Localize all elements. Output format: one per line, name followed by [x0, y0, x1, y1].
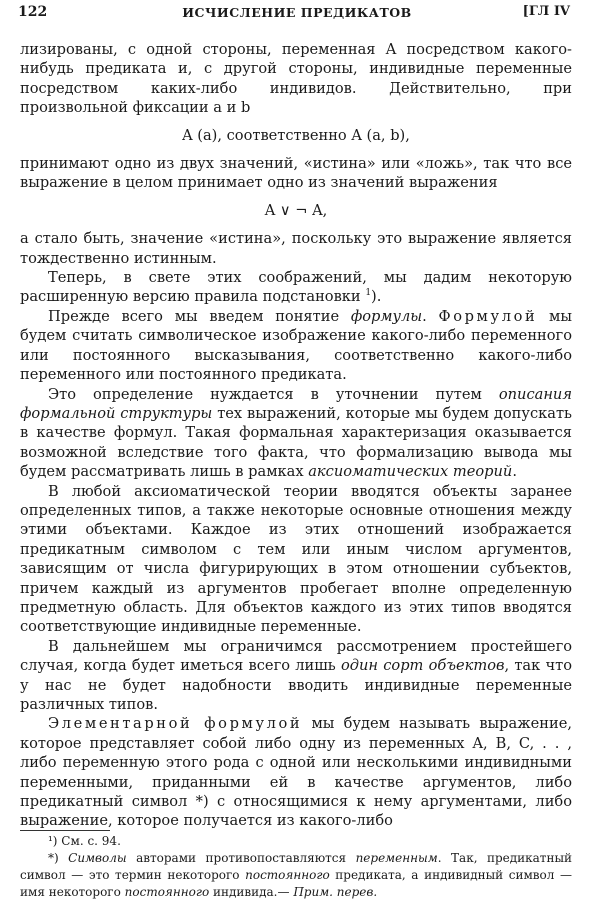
- formula-1: A (a), соответственно A (a, b),: [182, 126, 410, 144]
- footnote-2: [20, 850, 572, 901]
- page-number: 122: [18, 4, 48, 20]
- paragraph-3: а стало быть, значение «истина», поскольку это выражение является тождественно истинным.: [20, 230, 572, 267]
- paragraph-9: [20, 714, 572, 830]
- paragraph-4-end: ).: [371, 288, 382, 306]
- term-elementary-formula: Элементарной формулой: [48, 715, 303, 733]
- paragraph-4-text: Теперь, в свете этих соображений, мы дадим некоторую расширенную версию правила подстановки: [20, 269, 572, 306]
- footnote-2-em-4: постоянного: [124, 885, 210, 899]
- running-title: ИСЧИСЛЕНИЕ ПРЕДИКАТОВ: [182, 5, 412, 20]
- footnote-2-text-d: предиката, а индивидный символ — имя некоторого: [20, 868, 573, 899]
- formula-2: A ∨ ¬ A,: [264, 201, 328, 219]
- paragraph-8: [20, 637, 572, 715]
- footnotes: [20, 830, 572, 901]
- term-formula-italic: формулы: [350, 307, 423, 325]
- paragraph-8-text-b: , так что у нас не будет надобности вводить индивидные переменные различных типов.: [20, 657, 572, 713]
- term-formal-structure: описания формальной структуры: [20, 385, 572, 422]
- term-formula-spaced: Формулой: [438, 307, 538, 325]
- paragraph-1: лизированы, с одной стороны, переменная A посредством какого-нибудь предиката и, с другой стороны, индивидные переменные посредством каких-либо индивидов. Действительно, при произвольной фиксации a и b: [20, 41, 572, 117]
- paragraph-5-text-b: .: [422, 307, 439, 325]
- page-header: [18, 4, 576, 26]
- footnote-1: ¹) См. с. 94.: [48, 834, 121, 848]
- paragraph-5-text-a: Прежде всего мы введем понятие: [48, 307, 351, 325]
- paragraph-4: [20, 268, 572, 307]
- paragraph-6-text-a: Это определение нуждается в уточнении путем: [48, 385, 499, 403]
- paragraph-7: В любой аксиоматической теории вводятся объекты заранее определенных типов, а также некоторые основные отношения между этими объектами. Каждое из этих отношений изображается предикатным символом с тем или иным числом аргументов, зависящим от числа фигурирующих в этом отношении субъектов, причем каждый из аргументов пробегает вполне определенную предметную область. Для объектов каждого из этих типов вводятся соответствующие индивидные переменные.: [20, 482, 572, 636]
- paragraph-5: [20, 307, 572, 385]
- footnote-2-em-5: Прим. перев.: [293, 885, 378, 899]
- paragraph-6: [20, 385, 572, 482]
- paragraph-5-text-c: мы будем считать символическое изображение какого-либо переменного или постоянного высказывания, соответственно какого-либо переменного или постоянного предиката.: [20, 307, 572, 384]
- footnote-ref-1: 1: [365, 288, 372, 299]
- term-one-sort: один сорт объектов: [340, 657, 505, 675]
- footnote-2-em-1: Символы: [68, 851, 127, 865]
- footnote-2-text-e: индивида.—: [209, 885, 294, 899]
- chapter-marker: [ГЛ IV: [522, 4, 570, 19]
- term-axiomatic-theories: аксиоматических теорий: [308, 463, 513, 481]
- paragraph-2: принимают одно из двух значений, «истина» или «ложь», так что все выражение в целом принимает одно из значений выражения: [20, 155, 572, 192]
- body-text: [20, 40, 572, 831]
- footnote-2-em-3: постоянного: [245, 868, 330, 882]
- footnote-2-mark: *): [48, 851, 69, 865]
- paragraph-6-text-b: тех выражений, которые мы будем допускать в качестве формул. Такая формальная характеризация оказывается возможной вследствие того факта, что формализацию вывода мы будем рассматривать лишь в рамках: [20, 404, 572, 481]
- footnote-2-em-2: переменным: [355, 851, 438, 865]
- paragraph-6-text-c: .: [512, 463, 517, 481]
- footnote-2-text-c: . Так, предикатный символ — это термин некоторого: [20, 851, 572, 882]
- paragraph-9-text: мы будем называть выражение, которое представляет собой либо одну из переменных A, B, C, . . , либо переменную этого рода с одной или несколькими индивидными переменными, приданными ей в качестве аргументов, либо предикатный символ *) с относящимися к нему аргументами, либо выражение, которое получается из какого-либо: [20, 715, 572, 830]
- paragraph-8-text-a: В дальнейшем мы ограничимся рассмотрением простейшего случая, когда будет иметься всего лишь: [20, 637, 572, 675]
- footnote-divider: [20, 830, 110, 831]
- footnote-2-text-b: авторами противопоставляются: [126, 851, 356, 865]
